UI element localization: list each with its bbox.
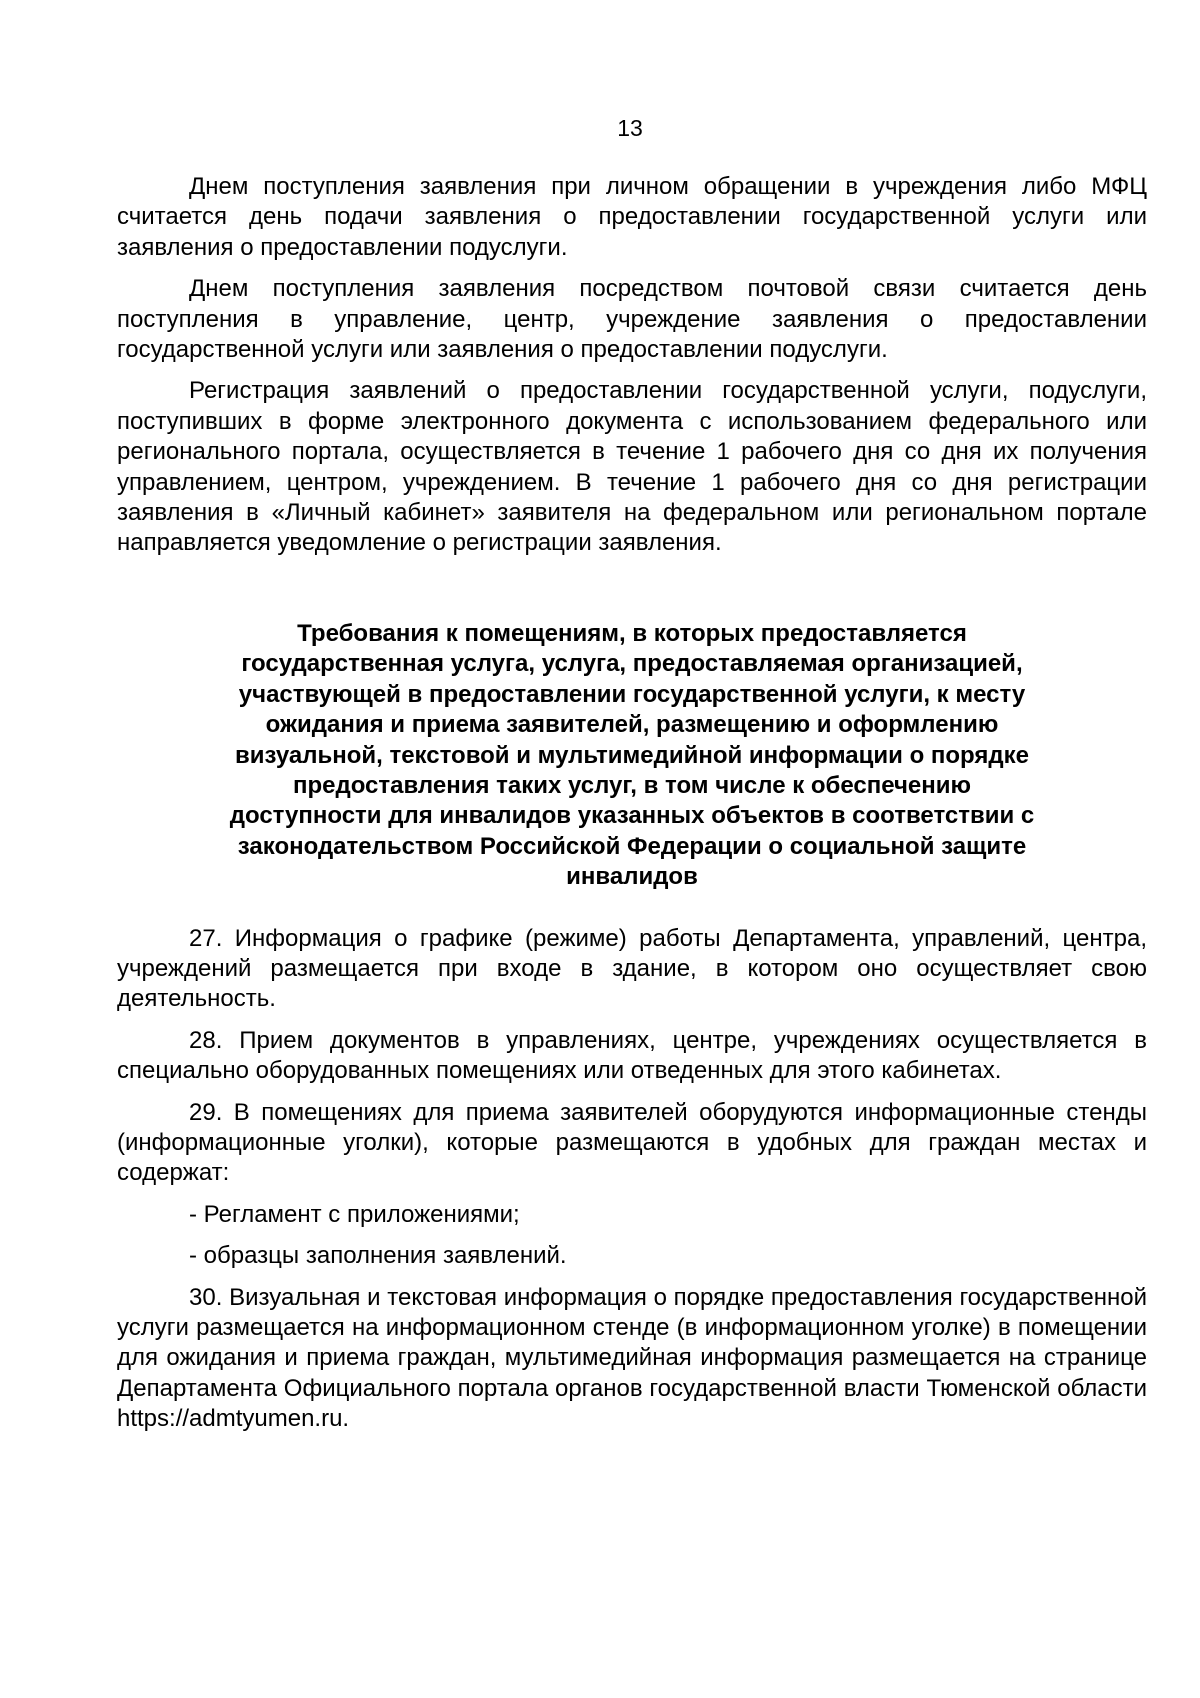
clause-29: 29. В помещениях для приема заявителей оборудуются информационные стенды (информационные уголки), которые размещаются в удобных для граждан местах и содержат: xyxy=(117,1098,1147,1187)
clause-30: 30. Визуальная и текстовая информация о порядке предоставления государственной услуги размещается на информационном стенде (в информационном уголке) в помещении для ожидания и приема граждан, мультимедийная информация размещается на странице Департамента Официального портала органов государственной власти Тюменской области https://admtyumen.ru. xyxy=(117,1283,1147,1433)
page-number: 13 xyxy=(617,115,643,141)
clause-29-list-item: - Регламент с приложениями; xyxy=(189,1200,520,1228)
clause-27: 27. Информация о графике (режиме) работы Департамента, управлений, центра, учреждений размещается при входе в здание, в котором оно осуществляет свою деятельность. xyxy=(117,924,1147,1013)
paragraph-postal-submission: Днем поступления заявления посредством почтовой связи считается день поступления в управление, центр, учреждение заявления о предоставлении государственной услуги или заявления о предоставлении подуслуги. xyxy=(117,275,1147,364)
paragraph-personal-submission: Днем поступления заявления при личном обращении в учреждения либо МФЦ считается день подачи заявления о предоставлении государственной услуги или заявления о предоставлении подуслуги. xyxy=(117,173,1147,261)
document-body xyxy=(117,172,1147,1446)
clause-28: 28. Прием документов в управлениях, центре, учреждениях осуществляется в специально оборудованных помещениях или отведенных для этого кабинетах. xyxy=(117,1026,1147,1085)
section-heading: Требования к помещениям, в которых предоставляется государственная услуга, услуга, предоставляемая организацией, участвующей в предоставлении государственной услуги, к месту ожидания и приема заявителей, размещению и оформлению визуальной, текстовой и мультимедийной информации о порядке предоставления таких услуг, в том числе к обеспечению доступности для инвалидов указанных объектов в соответствии с законодательством Российской Федерации о социальной защите инвалидов xyxy=(229,619,1035,891)
clause-29-list-item: - образцы заполнения заявлений. xyxy=(189,1242,567,1270)
paragraph-electronic-registration: Регистрация заявлений о предоставлении государственной услуги, подуслуги, поступивших в форме электронного документа с использованием федерального или регионального портала, осуществляется в течение 1 рабочего дня со дня их получения управлением, центром, учреждением. В течение 1 рабочего дня со дня регистрации заявления в «Личный кабинет» заявителя на федеральном или региональном портале направляется уведомление о регистрации заявления. xyxy=(117,377,1147,557)
